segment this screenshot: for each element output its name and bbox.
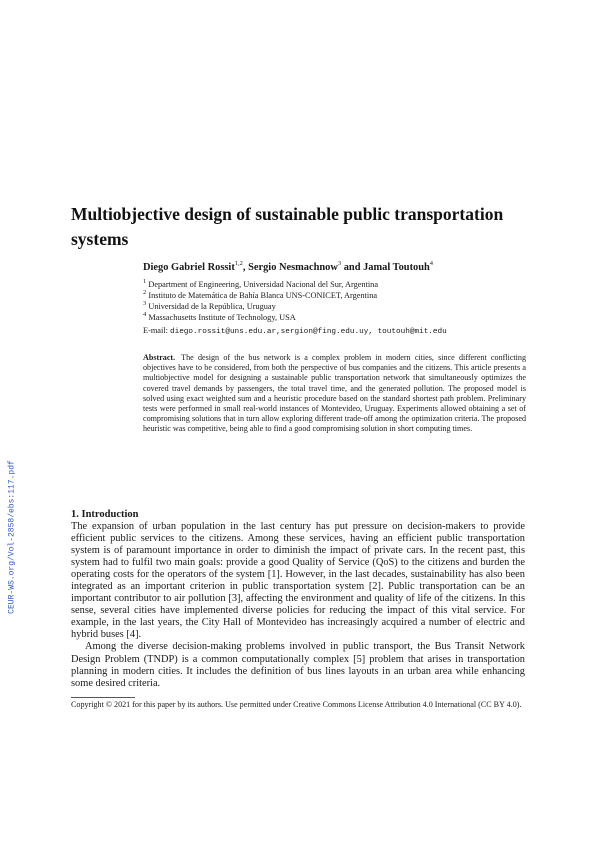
affiliation-mark: 2 bbox=[143, 289, 147, 296]
arxiv-stamp-text[interactable]: CEUR-WS.org/Vol-2858/ebs:117.pdf bbox=[7, 460, 17, 614]
author-separator: , bbox=[242, 262, 249, 273]
affiliation-line bbox=[143, 313, 543, 322]
affiliation-mark: 1 bbox=[143, 278, 147, 285]
paragraph: Among the diverse decision-making problems involved in public transport, the Bus Transit Network Design Problem (TNDP) is a common computationally complex [5] problem that arises in transportation planning in modern cities. It includes the definition of bus lines layouts in an urban area while enhancing some desired criteria. bbox=[71, 641, 525, 689]
arxiv-side-stamp[interactable] bbox=[1, 437, 23, 637]
affiliation-mark: 3 bbox=[143, 300, 147, 307]
affiliation-line bbox=[143, 291, 543, 300]
affiliation-text: Universidad de la República, Uruguay bbox=[148, 302, 276, 311]
author-affiliation-mark: 3 bbox=[337, 260, 342, 267]
author-list bbox=[143, 262, 563, 273]
footnote-rule bbox=[71, 697, 135, 698]
author-name: Diego Gabriel Rossit bbox=[143, 262, 235, 273]
affiliation-text: Instituto de Matemática de Bahía Blanca UNS-CONICET, Argentina bbox=[148, 291, 378, 300]
author-name: Jamal Toutouh bbox=[363, 262, 430, 273]
email-label: E-mail: bbox=[143, 326, 170, 335]
body-text bbox=[71, 521, 525, 690]
paragraph: The expansion of urban population in the last century has put pressure on decision-makers to provide efficient public services to the citizens. Among these services, having an efficient public transportation system is of paramount importance in order to diminish the impact of private cars. In the recent past, this system had to fulfil two main goals: provide a good Quality of Service (QoS) to the citizens and burden the operating costs for the operators of the system [1]. However, in the last decades, sustainability has also been integrated as an important criterion in public transportation system [2]. Public transportation can be an important contributor to air pollution [3], affecting the environment and quality of life of the citizens. In this sense, several cities have implemented diverse policies for reducing the impact of this vital service. For example, in the last years, the City Hall of Montevideo has increasingly acquired a number of electric and hybrid buses [4]. bbox=[71, 521, 525, 641]
abstract bbox=[143, 353, 526, 435]
affiliation-mark: 4 bbox=[143, 311, 147, 318]
affiliation-line bbox=[143, 280, 543, 289]
author-affiliation-mark: 1,2 bbox=[234, 260, 243, 267]
copyright-footnote: Copyright © 2021 for this paper by its authors. Use permitted under Creative Commons License Attribution 4.0 International (CC BY 4.0). bbox=[71, 700, 522, 709]
affiliation-line bbox=[143, 302, 543, 311]
affiliation-text: Department of Engineering, Universidad Nacional del Sur, Argentina bbox=[148, 280, 379, 289]
author-name: Sergio Nesmachnow bbox=[248, 262, 338, 273]
author-separator: and bbox=[341, 262, 364, 273]
email-addresses: diego.rossit@uns.edu.ar,sergion@fing.edu.uy, toutouh@mit.edu bbox=[169, 328, 447, 336]
email-line bbox=[143, 326, 447, 336]
abstract-text: The design of the bus network is a complex problem in modern cities, since different conflicting objectives have to be considered, from both the perspective of bus companies and the citizens. This article presents a multiobjective model for designing a sustainable public transportation network that simultaneously optimizes the covered travel demands by passengers, the total travel time, and the generated pollution. The proposed model is solved using exact weighted sum and a heuristic procedure based on the standard shortest path problem. Preliminary tests were performed in small real-world instances of Montevideo, Uruguay. Experiments allowed obtaining a set of compromising solutions that in turn allow exploring different trade-off among the optimization criteria. The proposed heuristic was competitive, being able to find a good compromising solution in short computing times. bbox=[143, 353, 526, 434]
author-affiliation-mark: 4 bbox=[429, 260, 434, 267]
paper-title: Multiobjective design of sustainable public transportation systems bbox=[71, 204, 504, 249]
affiliation-text: Massachusetts Institute of Technology, USA bbox=[148, 313, 296, 322]
section-heading: 1. Introduction bbox=[71, 509, 139, 520]
abstract-label: Abstract. bbox=[143, 353, 176, 362]
